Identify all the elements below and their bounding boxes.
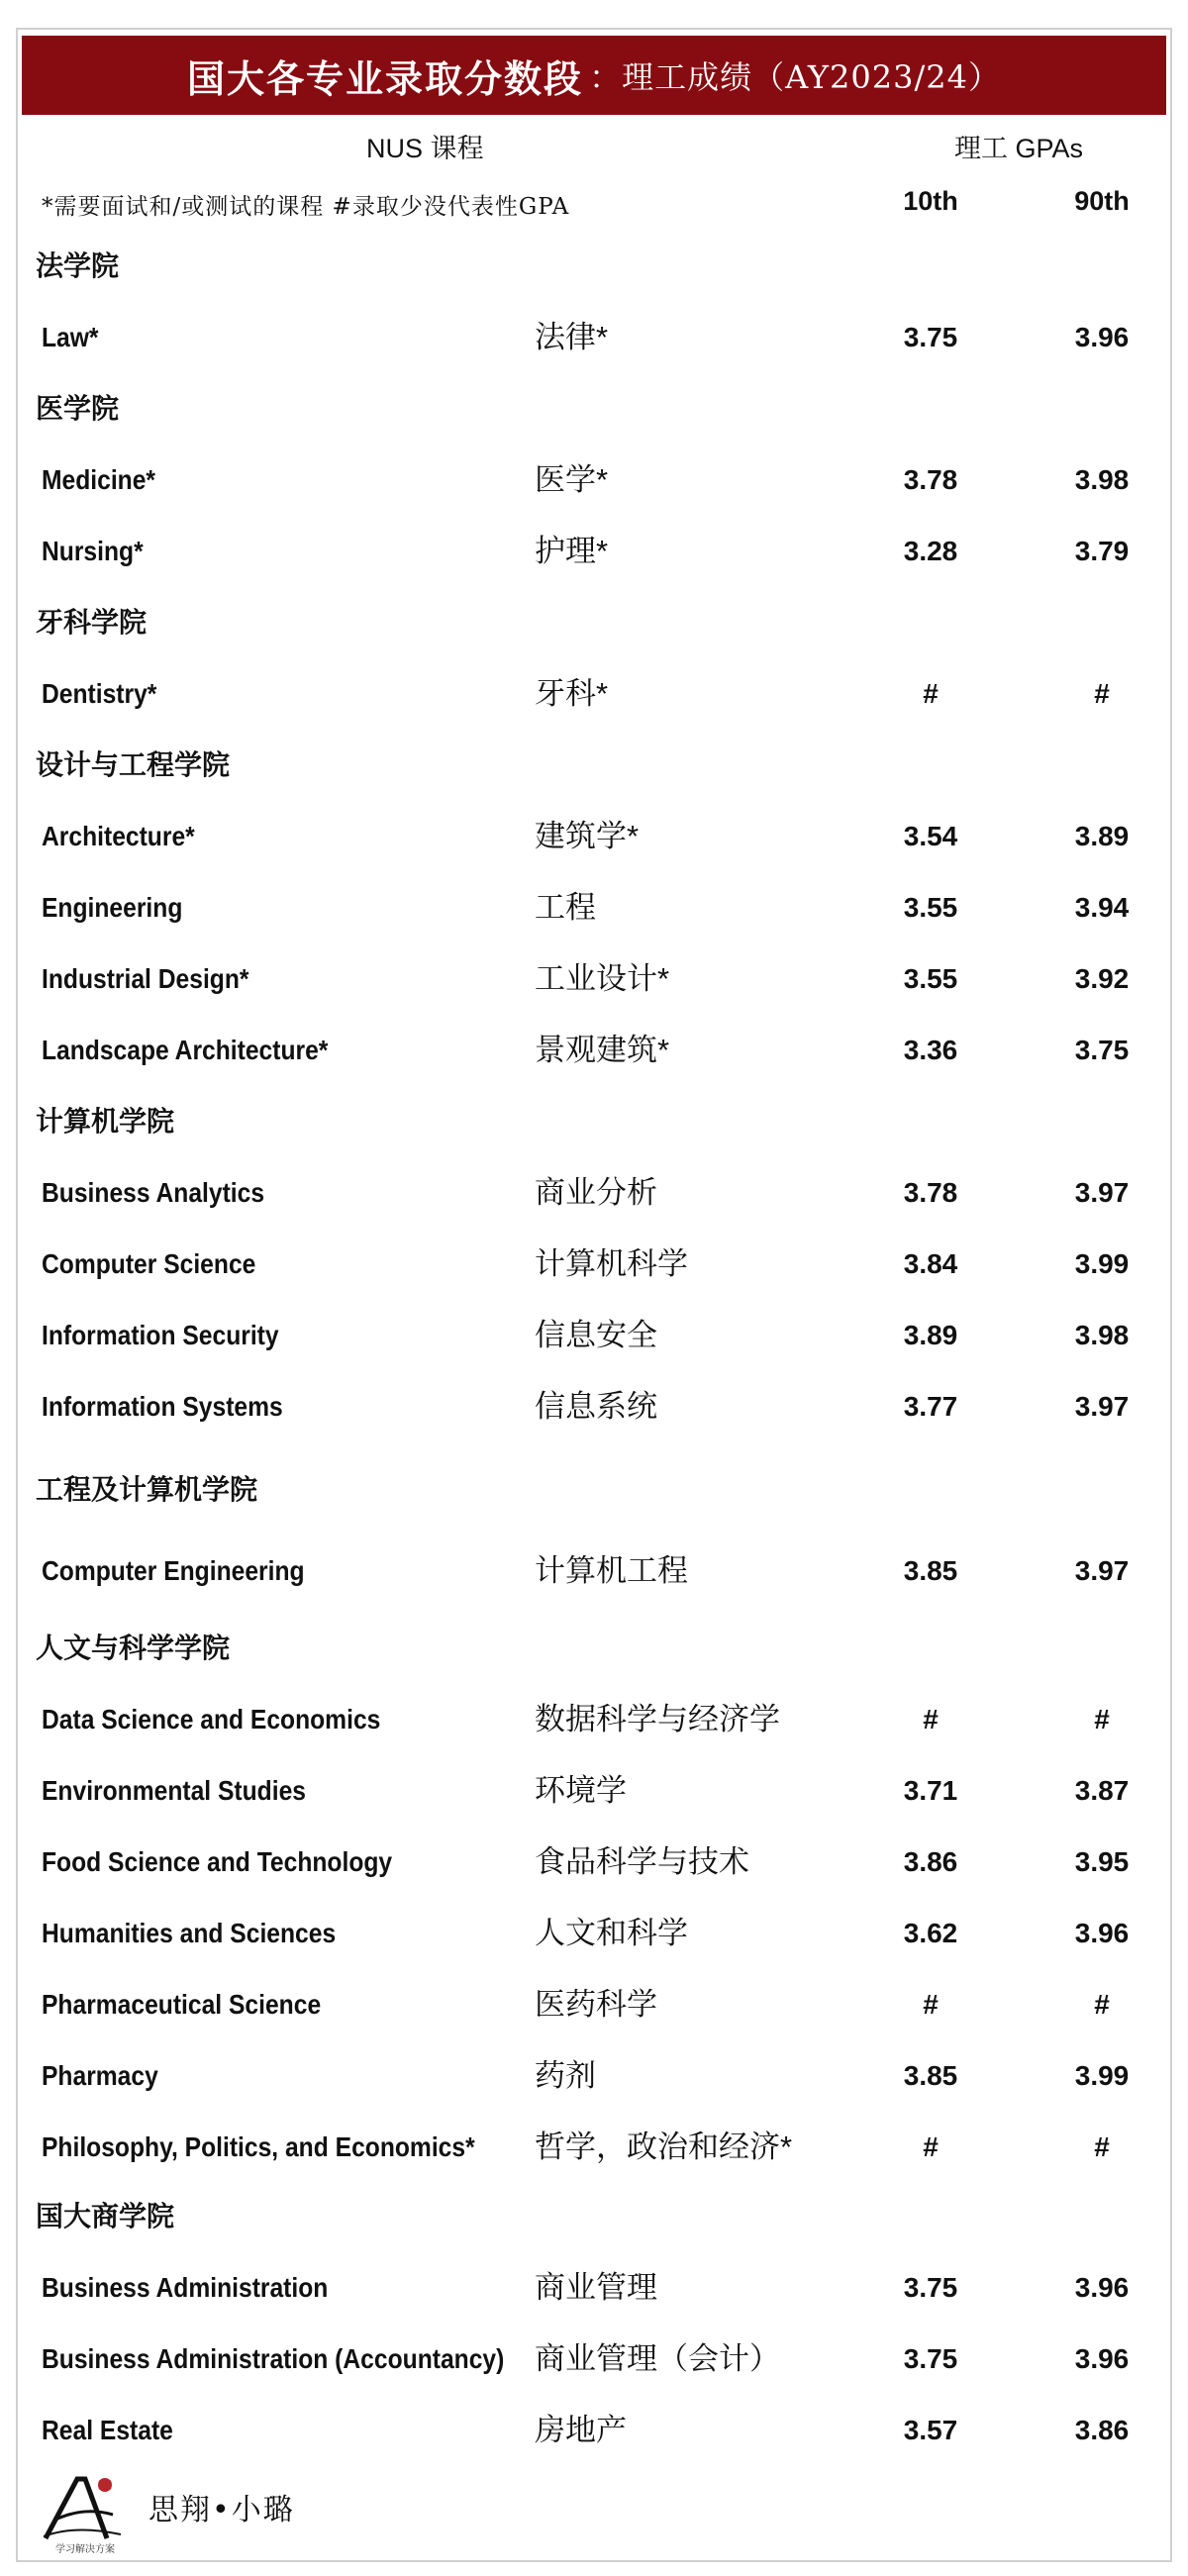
table-row: [0, 883, 1188, 933]
gpa-90th-value: 3.99: [1074, 2060, 1130, 2091]
gpa-10th-value: 3.78: [903, 464, 958, 495]
course-name-en: Medicine*: [42, 464, 156, 495]
course-name-en: Pharmacy: [42, 2060, 158, 2091]
page-title: 国大各专业录取分数段: [187, 58, 584, 101]
school-heading: 国大商学院: [36, 2201, 175, 2231]
course-name-en: Computer Engineering: [42, 1555, 305, 1586]
gpa-10th-value: #: [923, 1989, 939, 2020]
table-row: [0, 2334, 1188, 2384]
gpa-90th-value: #: [1094, 2131, 1110, 2162]
table-row: [0, 1909, 1188, 1958]
gpa-10th-value: 3.57: [903, 2415, 958, 2445]
table-row: [0, 1026, 1188, 1075]
table-row: [0, 2406, 1188, 2455]
gpa-90th-value: 3.96: [1074, 2343, 1130, 2374]
course-name-en: Business Administration (Accountancy): [42, 2343, 505, 2374]
gpa-10th-value: 3.54: [903, 821, 958, 851]
gpa-10th-value: 3.71: [903, 1775, 958, 1806]
gpa-90th-value: 3.79: [1074, 536, 1130, 566]
gpa-10th-value: 3.62: [903, 1918, 958, 1948]
gpa-10th-value: 3.86: [903, 1846, 958, 1877]
gpa-10th-value: 3.55: [903, 963, 958, 994]
page-subtitle: ：理工成绩（AY2023/24）: [589, 58, 1001, 96]
course-name-en: Philosophy, Politics, and Economics*: [42, 2131, 475, 2162]
legend-note: *需要面试和/或测试的课程 #录取少没代表性GPA: [42, 194, 570, 220]
table-row: [0, 1311, 1188, 1360]
course-name-en: Law*: [42, 322, 99, 352]
gpa-10th-value: #: [923, 678, 939, 709]
gpa-90th-value: 3.86: [1074, 2415, 1130, 2445]
p90-column-header: 90th: [1074, 186, 1130, 216]
gpa-10th-value: 3.89: [903, 1320, 958, 1350]
p10-column-header: 10th: [903, 186, 958, 216]
school-heading: 法学院: [36, 250, 120, 281]
course-name-zh: 信息系统: [535, 1389, 657, 1424]
school-heading: 工程及计算机学院: [36, 1474, 258, 1505]
gpa-10th-value: 3.78: [903, 1177, 958, 1208]
gpa-90th-value: 3.95: [1074, 1846, 1130, 1877]
table-row: [0, 954, 1188, 1004]
course-name-zh: 景观建筑*: [535, 1033, 670, 1067]
table-row: [0, 1695, 1188, 1744]
school-heading: 医学院: [36, 393, 120, 424]
course-name-en: Business Administration: [42, 2272, 329, 2303]
course-name-zh: 牙科*: [535, 676, 609, 711]
course-name-en: Engineering: [42, 892, 183, 923]
table-row: [0, 2263, 1188, 2313]
course-name-en: Information Systems: [42, 1391, 283, 1422]
gpa-90th-value: 3.97: [1074, 1555, 1130, 1586]
course-name-zh: 人文和科学: [535, 1916, 688, 1950]
gpa-90th-value: 3.99: [1074, 1248, 1130, 1279]
course-name-zh: 计算机科学: [535, 1246, 688, 1281]
course-column-header: NUS 课程: [366, 134, 484, 163]
brand-logo-icon: [36, 2469, 135, 2554]
gpa-10th-value: 3.75: [903, 322, 958, 352]
gpa-10th-value: 3.28: [903, 536, 958, 566]
gpa-90th-value: 3.96: [1074, 2272, 1130, 2303]
logo-caption: 学习解决方案: [55, 2544, 115, 2554]
gpa-90th-value: 3.97: [1074, 1391, 1130, 1422]
course-name-zh: 商业分析: [535, 1175, 657, 1210]
course-name-zh: 商业管理（会计）: [535, 2341, 780, 2376]
table-row: [0, 1239, 1188, 1289]
course-name-en: Business Analytics: [42, 1177, 265, 1208]
course-name-zh: 法律*: [535, 320, 609, 354]
course-name-zh: 工程: [535, 890, 596, 925]
course-name-zh: 工业设计*: [535, 961, 670, 996]
course-name-en: Nursing*: [42, 536, 144, 566]
gpa-90th-value: 3.97: [1074, 1177, 1130, 1208]
title-banner: [22, 36, 1166, 115]
course-name-zh: 环境学: [535, 1773, 627, 1808]
gpa-90th-value: 3.92: [1074, 963, 1130, 994]
course-name-en: Landscape Architecture*: [42, 1035, 329, 1065]
course-name-en: Pharmaceutical Science: [42, 1989, 322, 2020]
gpa-column-header: 理工 GPAs: [954, 134, 1084, 163]
course-name-en: Real Estate: [42, 2415, 173, 2445]
table-row: [0, 527, 1188, 576]
course-name-zh: 医药科学: [535, 1987, 657, 2022]
table-frame: [16, 28, 1172, 2562]
course-name-zh: 药剂: [535, 2058, 596, 2093]
gpa-10th-value: #: [923, 1704, 939, 1734]
course-name-en: Industrial Design*: [42, 963, 249, 994]
gpa-90th-value: 3.94: [1074, 892, 1130, 923]
gpa-10th-value: #: [923, 2131, 939, 2162]
gpa-10th-value: 3.75: [903, 2343, 958, 2374]
course-name-en: Environmental Studies: [42, 1775, 306, 1806]
gpa-10th-value: 3.75: [903, 2272, 958, 2303]
gpa-90th-value: #: [1094, 678, 1110, 709]
table-row: [0, 669, 1188, 719]
table-row: [0, 455, 1188, 505]
course-name-en: Information Security: [42, 1320, 279, 1350]
table-row: [0, 1546, 1188, 1596]
table-row: [0, 812, 1188, 861]
course-name-en: Computer Science: [42, 1248, 256, 1279]
gpa-90th-value: 3.89: [1074, 821, 1130, 851]
course-name-zh: 护理*: [535, 534, 609, 568]
course-name-en: Architecture*: [42, 821, 195, 851]
gpa-90th-value: 3.96: [1074, 322, 1130, 352]
gpa-10th-value: 3.77: [903, 1391, 958, 1422]
table-row: [0, 1766, 1188, 1816]
course-name-zh: 信息安全: [535, 1318, 657, 1352]
table-row: [0, 1837, 1188, 1887]
gpa-90th-value: 3.98: [1074, 464, 1130, 495]
school-heading: 计算机学院: [36, 1106, 175, 1137]
course-name-en: Dentistry*: [42, 678, 157, 709]
gpa-10th-value: 3.85: [903, 2060, 958, 2091]
course-name-zh: 商业管理: [535, 2270, 657, 2305]
gpa-90th-value: 3.98: [1074, 1320, 1130, 1350]
brand-name: 思翔•小璐: [148, 2493, 295, 2527]
gpa-10th-value: 3.85: [903, 1555, 958, 1586]
gpa-90th-value: #: [1094, 1989, 1110, 2020]
course-name-zh: 建筑学*: [535, 819, 640, 853]
course-name-en: Humanities and Sciences: [42, 1918, 337, 1948]
course-name-en: Data Science and Economics: [42, 1704, 381, 1734]
table-row: [0, 1382, 1188, 1432]
gpa-90th-value: 3.87: [1074, 1775, 1130, 1806]
course-name-zh: 食品科学与技术: [535, 1844, 749, 1879]
course-name-en: Food Science and Technology: [42, 1846, 393, 1877]
table-row: [0, 1980, 1188, 2030]
table-row: [0, 2051, 1188, 2101]
gpa-10th-value: 3.36: [903, 1035, 958, 1065]
table-row: [0, 2123, 1188, 2172]
gpa-90th-value: #: [1094, 1704, 1110, 1734]
course-name-zh: 计算机工程: [535, 1553, 688, 1588]
school-heading: 人文与科学学院: [36, 1633, 231, 1663]
school-heading: 牙科学院: [36, 607, 148, 638]
gpa-90th-value: 3.96: [1074, 1918, 1130, 1948]
table-row: [0, 313, 1188, 362]
course-name-zh: 医学*: [535, 462, 609, 497]
course-name-zh: 房地产: [535, 2413, 627, 2447]
course-name-zh: 数据科学与经济学: [535, 1702, 780, 1736]
gpa-90th-value: 3.75: [1074, 1035, 1130, 1065]
course-name-zh: 哲学，政治和经济*: [535, 2130, 793, 2164]
school-heading: 设计与工程学院: [36, 749, 231, 780]
gpa-10th-value: 3.84: [903, 1248, 958, 1279]
gpa-10th-value: 3.55: [903, 892, 958, 923]
table-row: [0, 1168, 1188, 1218]
